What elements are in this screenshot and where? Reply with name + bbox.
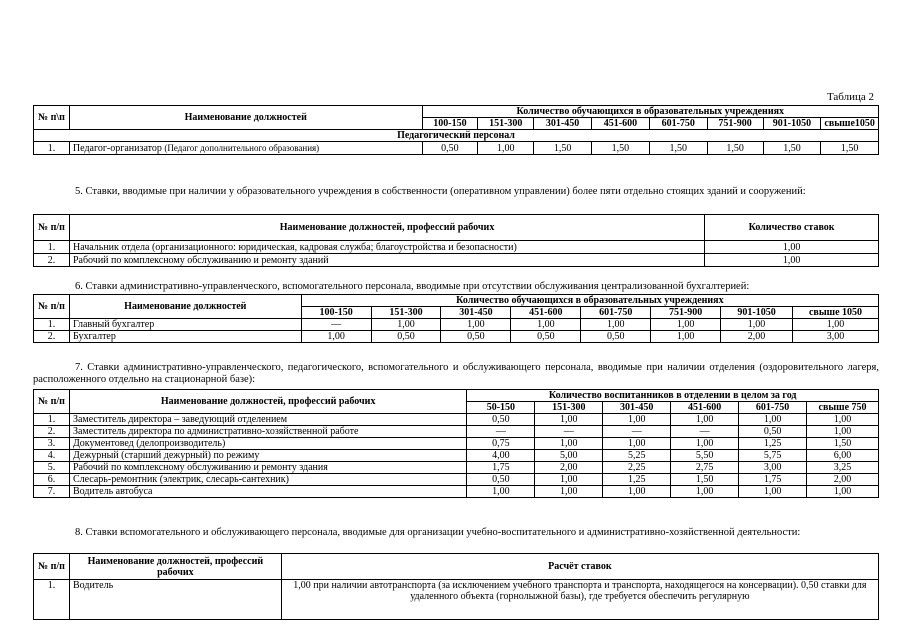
cell-value: 1,00 bbox=[807, 426, 879, 438]
col-header-number: № п/п bbox=[34, 295, 70, 319]
cell-value: 1,00 bbox=[651, 319, 721, 331]
cell-value: — bbox=[301, 319, 371, 331]
cell-value: 1,00 bbox=[603, 414, 671, 426]
col-header-range: 751-900 bbox=[707, 118, 763, 130]
cell-position: Рабочий по комплексному обслуживанию и ремонту здания bbox=[69, 462, 466, 474]
cell-position: Слесарь-ремонтник (электрик, слесарь-сантехник) bbox=[69, 474, 466, 486]
cell-value: 1,50 bbox=[821, 142, 879, 155]
table-row bbox=[34, 462, 879, 474]
table-rate-calculation bbox=[33, 553, 879, 620]
col-header-range: 301-450 bbox=[603, 402, 671, 414]
cell-position: Водитель автобуса bbox=[69, 486, 466, 498]
cell-value: 1,00 bbox=[535, 438, 603, 450]
cell-value: 1,00 bbox=[441, 319, 511, 331]
cell-value: 1,00 bbox=[807, 486, 879, 498]
col-header-number: № п/п bbox=[34, 554, 70, 580]
cell-value: 1,00 bbox=[807, 414, 879, 426]
cell-value: 1,00 bbox=[535, 486, 603, 498]
cell-value: — bbox=[603, 426, 671, 438]
table-row bbox=[34, 319, 879, 331]
table-caption: Таблица 2 bbox=[826, 91, 874, 103]
cell-number: 1. bbox=[34, 414, 70, 426]
cell-number: 5. bbox=[34, 462, 70, 474]
cell-value: 1,00 bbox=[581, 319, 651, 331]
col-header-range: 751-900 bbox=[651, 307, 721, 319]
col-header-range: 50-150 bbox=[467, 402, 535, 414]
cell-value: 5,25 bbox=[603, 450, 671, 462]
cell-value: 3,25 bbox=[807, 462, 879, 474]
table-row bbox=[34, 580, 879, 620]
cell-value: 1,00 bbox=[478, 142, 534, 155]
cell-value: 5,50 bbox=[671, 450, 739, 462]
cell-value: 1,00 bbox=[301, 331, 371, 343]
col-header-range: 601-750 bbox=[739, 402, 807, 414]
cell-value: 1,00 bbox=[511, 319, 581, 331]
cell-value: 4,00 bbox=[467, 450, 535, 462]
cell-value: 1,00 bbox=[671, 438, 739, 450]
table-accounting bbox=[33, 294, 879, 343]
position-name: Педагог-организатор bbox=[72, 142, 162, 154]
cell-value: 5,75 bbox=[739, 450, 807, 462]
cell-value: 2,00 bbox=[535, 462, 603, 474]
col-header-number: № п/п bbox=[34, 390, 70, 414]
col-header-position: Наименование должностей, профессий рабочих bbox=[69, 215, 704, 241]
cell-value: 1,00 bbox=[603, 438, 671, 450]
col-header-range: 100-150 bbox=[301, 307, 371, 319]
cell-value: 1,75 bbox=[739, 474, 807, 486]
table-teaching-staff bbox=[33, 105, 879, 155]
col-header-range: свыше 1050 bbox=[793, 307, 879, 319]
col-header-range: свыше 750 bbox=[807, 402, 879, 414]
cell-value: 1,00 bbox=[535, 414, 603, 426]
cell-value: 1,50 bbox=[534, 142, 592, 155]
table-row bbox=[34, 142, 879, 155]
col-header-range: 901-1050 bbox=[721, 307, 793, 319]
col-header-range: 151-300 bbox=[535, 402, 603, 414]
cell-value: 2,25 bbox=[603, 462, 671, 474]
cell-number: 7. bbox=[34, 486, 70, 498]
col-header-range: 451-600 bbox=[511, 307, 581, 319]
cell-position: Бухгалтер bbox=[69, 331, 301, 343]
cell-value: 1,00 bbox=[705, 254, 879, 267]
cell-position: Заместитель директора – заведующий отделением bbox=[69, 414, 466, 426]
cell-position: Главный бухгалтер bbox=[69, 319, 301, 331]
col-header-position: Наименование должностей bbox=[69, 295, 301, 319]
cell-value: 6,00 bbox=[807, 450, 879, 462]
col-header-range: свыше1050 bbox=[821, 118, 879, 130]
cell-number: 1. bbox=[34, 319, 70, 331]
cell-value: 1,50 bbox=[807, 438, 879, 450]
cell-value: 0,50 bbox=[422, 142, 478, 155]
cell-value: — bbox=[535, 426, 603, 438]
cell-value: 1,00 bbox=[603, 486, 671, 498]
table-row bbox=[34, 426, 879, 438]
cell-value: 1,00 bbox=[371, 319, 441, 331]
cell-position bbox=[69, 142, 422, 155]
cell-number: 1. bbox=[34, 142, 70, 155]
cell-calculation: 1,00 при наличии автотранспорта (за исключением учебного транспорта и транспорта, находящегося на консервации). 0,50 ставки для удаленного объекта (горнолыжной базы), где требуется обеспечить регулярную bbox=[281, 580, 878, 620]
cell-value: 0,50 bbox=[511, 331, 581, 343]
cell-value: 1,00 bbox=[721, 319, 793, 331]
cell-position: Документовед (делопроизводитель) bbox=[69, 438, 466, 450]
paragraph-6: 6. Ставки административно-управленческого, вспомогательного персонала, вводимые при отсутствии обслуживания централизованной бухгалтерией: bbox=[75, 281, 750, 292]
table-row bbox=[34, 414, 879, 426]
cell-number: 6. bbox=[34, 474, 70, 486]
cell-number: 2. bbox=[34, 331, 70, 343]
table-row bbox=[34, 486, 879, 498]
cell-value: 0,50 bbox=[739, 426, 807, 438]
cell-value: 1,00 bbox=[671, 414, 739, 426]
cell-value: 2,00 bbox=[807, 474, 879, 486]
paragraph-5: 5. Ставки, вводимые при наличии у образовательного учреждения в собственности (оперативном управлении) более пяти отдельно стоящих зданий и сооружений: bbox=[75, 186, 806, 197]
col-header-position: Наименование должностей bbox=[69, 106, 422, 130]
col-header-range: 100-150 bbox=[422, 118, 478, 130]
cell-value: 1,00 bbox=[705, 241, 879, 254]
cell-value: — bbox=[467, 426, 535, 438]
cell-value: 1,50 bbox=[707, 142, 763, 155]
cell-number: 1. bbox=[34, 580, 70, 620]
cell-value: 2,75 bbox=[671, 462, 739, 474]
col-header-number: № п\п bbox=[34, 106, 70, 130]
cell-value: 1,50 bbox=[671, 474, 739, 486]
section-header: Педагогический персонал bbox=[34, 130, 879, 142]
cell-position: Дежурный (старший дежурный) по режиму bbox=[69, 450, 466, 462]
cell-position: Начальник отдела (организационного: юридическая, кадровая служба; благоустройства и безопасности) bbox=[69, 241, 704, 254]
cell-value: 0,50 bbox=[467, 474, 535, 486]
col-header-position: Наименование должностей, профессий рабочих bbox=[69, 390, 466, 414]
table-row bbox=[34, 254, 879, 267]
table-camp-branch bbox=[33, 389, 879, 498]
table-row bbox=[34, 241, 879, 254]
cell-value: 3,00 bbox=[793, 331, 879, 343]
cell-position: Заместитель директора по административно-хозяйственной работе bbox=[69, 426, 466, 438]
table-row bbox=[34, 450, 879, 462]
col-header-group: Количество воспитанников в отделении в целом за год bbox=[467, 390, 879, 402]
paragraph-7: 7. Ставки административно-управленческого, педагогического, вспомогательного и обслуживающего персонала, вводимые при наличии отделения (оздоровительного лагеря, расположенного отдельно на стационарной базе): bbox=[33, 362, 879, 385]
cell-value: 0,50 bbox=[371, 331, 441, 343]
col-header-position: Наименование должностей, профессий рабочих bbox=[69, 554, 281, 580]
cell-value: — bbox=[671, 426, 739, 438]
cell-value: 3,00 bbox=[739, 462, 807, 474]
cell-position: Водитель bbox=[69, 580, 281, 620]
cell-value: 1,25 bbox=[603, 474, 671, 486]
cell-value: 1,00 bbox=[535, 474, 603, 486]
col-header-range: 301-450 bbox=[534, 118, 592, 130]
cell-value: 0,50 bbox=[467, 414, 535, 426]
paragraph-8: 8. Ставки вспомогательного и обслуживающего персонала, вводимые для организации учебно-воспитательного и административно-хозяйственной деятельности: bbox=[75, 527, 801, 538]
col-header-group: Количество обучающихся в образовательных учреждениях bbox=[422, 106, 879, 118]
cell-value: 1,00 bbox=[739, 414, 807, 426]
col-header-quantity: Количество ставок bbox=[705, 215, 879, 241]
col-header-range: 151-300 bbox=[371, 307, 441, 319]
cell-number: 4. bbox=[34, 450, 70, 462]
table-buildings bbox=[33, 214, 879, 267]
cell-value: 1,25 bbox=[739, 438, 807, 450]
cell-value: 1,50 bbox=[649, 142, 707, 155]
col-header-range: 601-750 bbox=[649, 118, 707, 130]
cell-value: 0,50 bbox=[441, 331, 511, 343]
cell-value: 0,75 bbox=[467, 438, 535, 450]
cell-value: 1,50 bbox=[763, 142, 821, 155]
cell-value: 1,00 bbox=[467, 486, 535, 498]
table-row bbox=[34, 474, 879, 486]
col-header-range: 451-600 bbox=[671, 402, 739, 414]
col-header-number: № п/п bbox=[34, 215, 70, 241]
cell-value: 2,00 bbox=[721, 331, 793, 343]
cell-value: 1,00 bbox=[739, 486, 807, 498]
cell-value: 1,50 bbox=[592, 142, 650, 155]
cell-value: 1,00 bbox=[793, 319, 879, 331]
col-header-range: 301-450 bbox=[441, 307, 511, 319]
col-header-calculation: Расчёт ставок bbox=[281, 554, 878, 580]
cell-value: 1,00 bbox=[671, 486, 739, 498]
col-header-range: 601-750 bbox=[581, 307, 651, 319]
col-header-range: 151-300 bbox=[478, 118, 534, 130]
col-header-range: 901-1050 bbox=[763, 118, 821, 130]
cell-number: 2. bbox=[34, 254, 70, 267]
col-header-group: Количество обучающихся в образовательных учреждениях bbox=[301, 295, 878, 307]
position-note: (Педагог дополнительного образования) bbox=[164, 142, 320, 153]
table-row bbox=[34, 438, 879, 450]
cell-value: 0,50 bbox=[581, 331, 651, 343]
cell-value: 5,00 bbox=[535, 450, 603, 462]
cell-value: 1,00 bbox=[651, 331, 721, 343]
cell-position: Рабочий по комплексному обслуживанию и ремонту зданий bbox=[69, 254, 704, 267]
cell-value: 1,75 bbox=[467, 462, 535, 474]
cell-number: 1. bbox=[34, 241, 70, 254]
cell-number: 3. bbox=[34, 438, 70, 450]
table-row bbox=[34, 331, 879, 343]
col-header-range: 451-600 bbox=[592, 118, 650, 130]
cell-number: 2. bbox=[34, 426, 70, 438]
